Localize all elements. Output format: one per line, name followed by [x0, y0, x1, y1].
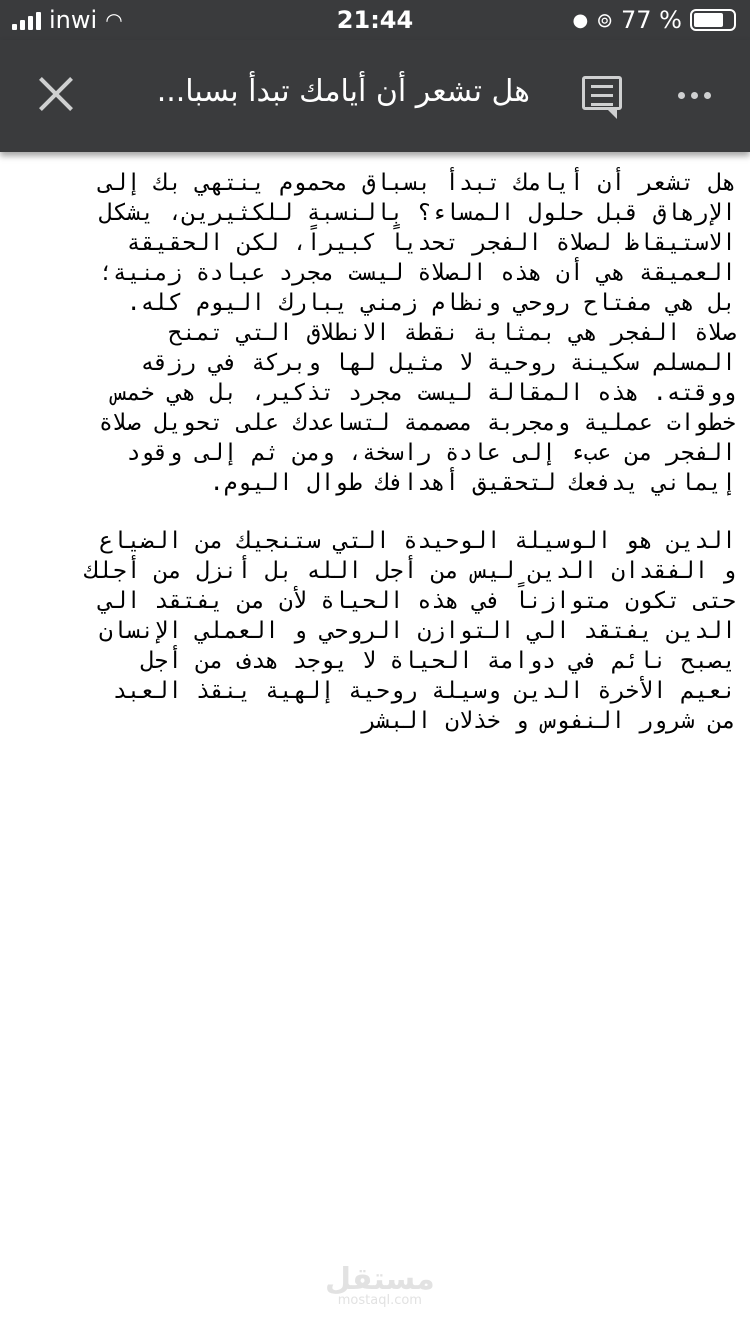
text-line: بل هي مفتاح روحي ونظام زمني يبارك اليوم كله. [126, 290, 736, 316]
text-line: الاستيقاظ لصلاة الفجر تحدياً كبيراً، لكن الحقيقة [126, 230, 736, 256]
carrier-name: inwi [49, 6, 98, 34]
text-line: ووقته. هذه المقالة ليست مجرد تذكير، بل هي خمس [112, 380, 736, 406]
text-line: الدين هو الوسيلة الوحيدة التي ستنجيك من الضياع [99, 528, 736, 554]
flame-icon: ● [572, 9, 589, 31]
text-line: و الفقدان الدين ليس من أجل الله بل أنزل من أجلك [85, 558, 736, 584]
text-line: الفجر من عبء إلى عادة راسخة، ومن ثم إلى وقود [126, 440, 736, 466]
text-line: إيماني يدفعك لتحقيق أهدافك طوال اليوم. [209, 470, 736, 496]
text-line: هل تشعر أن أيامك تبدأ بسباق محموم ينتهي بك إلى [99, 170, 736, 196]
paragraph-2 [14, 526, 736, 736]
paragraph-1 [14, 168, 736, 498]
battery-percent: 77 % [621, 6, 682, 34]
rotation-lock-icon: ⊚ [596, 8, 614, 32]
text-line: نعيم الأخرة الدين وسيلة روحية إلهية ينقذ العبد [112, 678, 736, 704]
status-bar [0, 0, 750, 40]
article-body [14, 168, 736, 764]
text-line: الإرهاق قبل حلول المساء؟ بالنسبة للكثيرين، يشكل [99, 200, 736, 226]
text-line: العميقة هي أن هذه الصلاة ليست مجرد عبادة زمنية؛ [99, 260, 736, 286]
app-header [0, 40, 750, 152]
more-icon[interactable] [678, 92, 711, 99]
text-line: حتى تكون متوازناً في هذه الحياة لأن من يفتقد الي [99, 588, 736, 614]
watermark-logo [325, 1262, 435, 1308]
clock: 21:44 [336, 6, 414, 34]
text-line: من شرور النفوس و خذلان البشر [362, 708, 736, 734]
text-line: الدين يفتقد الي التوازن الروحي و العملي الإنسان [99, 618, 736, 644]
watermark-latin: mostaql.com [337, 1293, 422, 1308]
status-right [573, 6, 736, 34]
watermark-arabic: مستقل [325, 1262, 435, 1297]
text-line: المسلم سكينة روحية لا مثيل لها وبركة في رزقه [140, 350, 736, 376]
page-title: هل تشعر أن أيامك تبدأ بسبا... [156, 74, 530, 109]
wifi-icon: ◠ [105, 8, 123, 32]
text-line: يصبح نائم في دوامة الحياة لا يوجد هدف من أجل [140, 648, 736, 674]
text-line: خطوات عملية ومجربة مصممة لتساعدك على تحويل صلاة [99, 410, 736, 436]
comment-icon[interactable] [582, 76, 622, 110]
text-line: صلاة الفجر هي بمثابة نقطة الانطلاق التي تمنح [168, 320, 736, 346]
close-icon[interactable] [38, 76, 74, 112]
battery-icon [690, 9, 736, 31]
